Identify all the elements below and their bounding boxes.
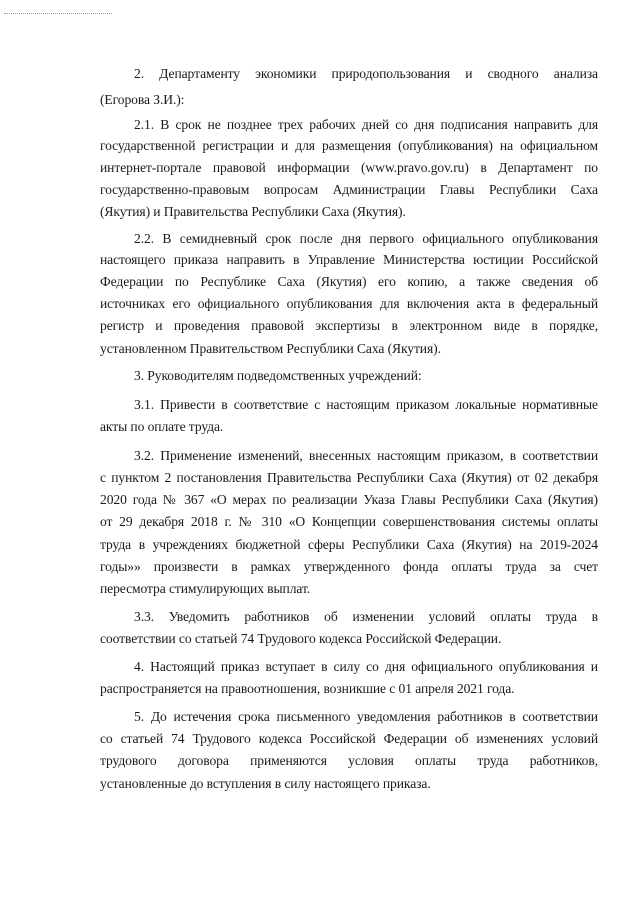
paragraph-2-2-line-4: источниках его официального опубликования для включения акта в федеральный [100,296,598,311]
paragraph-2-1-line-3: интернет-портале правовой информации (www.pravo.gov.ru) в Департамент по [100,160,598,175]
paragraph-2-1-line-5: (Якутия) и Правительства Республики Саха (Якутия). [100,204,406,219]
paragraph-3-2-line-3: 2020 года № 367 «О мерах по реализации Указа Главы Республики Саха (Якутия) [100,492,598,507]
paragraph-2-2-line-3: Федерации по Республике Саха (Якутия) его копию, а также сведения об [100,274,598,289]
paragraph-3-3-line-2: соответствии со статьей 74 Трудового кодекса Российской Федерации. [100,631,502,646]
paragraph-2-2-line-6: установленном Правительством Республики Саха (Якутия). [100,341,441,356]
paragraph-3-2-line-4: от 29 декабря 2018 г. № 310 «О Концепции совершенствования системы оплаты [100,514,598,529]
paragraph-5-line-2: со статьей 74 Трудового кодекса Российской Федерации об изменениях условий [100,731,598,746]
paragraph-2-2-line-2: настоящего приказа направить в Управление Министерства юстиции Российской [100,252,598,267]
paragraph-2-2-line-5: регистр и проведения правовой экспертизы в электронном виде в порядке, [100,318,598,333]
paragraph-2-line-1: 2. Департаменту экономики природопользования и сводного анализа [134,66,598,81]
paragraph-5-line-3: трудового договора применяются условия оплаты труда работников, [100,753,598,768]
paragraph-2-line-2: (Егорова З.И.): [100,92,185,107]
paragraph-2-1-line-1: 2.1. В срок не позднее трех рабочих дней со дня подписания направить для [134,117,598,132]
paragraph-5-line-4: установленные до вступления в силу настоящего приказа. [100,776,431,791]
paragraph-3-2-line-7: пересмотра стимулирующих выплат. [100,581,311,596]
paragraph-3-2-line-5: труда в учреждениях бюджетной сферы Республики Саха (Якутия) на 2019-2024 [100,537,598,552]
paragraph-3-line-1: 3. Руководителям подведомственных учреждений: [134,368,422,383]
paragraph-3-1-line-2: акты по оплате труда. [100,419,224,434]
paragraph-2-1-line-4: государственно-правовым вопросам Администрации Главы Республики Саха [100,182,598,197]
paragraph-3-2-line-6: годы»» произвести в рамках утвержденного фонда оплаты труда за счет [100,559,598,574]
scan-edge-mark [4,13,112,14]
paragraph-4-line-1: 4. Настоящий приказ вступает в силу со дня официального опубликования и [134,659,598,674]
paragraph-4-line-2: распространяется на правоотношения, возникшие с 01 апреля 2021 года. [100,681,515,696]
paragraph-2-1-line-2: государственной регистрации и для размещения (опубликования) на официальном [100,138,598,153]
paragraph-2-2-line-1: 2.2. В семидневный срок после дня первого официального опубликования [134,231,598,246]
paragraph-3-1-line-1: 3.1. Привести в соответствие с настоящим приказом локальные нормативные [134,397,598,412]
paragraph-3-2-line-1: 3.2. Применение изменений, внесенных настоящим приказом, в соответствии [134,448,598,463]
paragraph-3-3-line-1: 3.3. Уведомить работников об изменении условий оплаты труда в [134,609,598,624]
paragraph-5-line-1: 5. До истечения срока письменного уведомления работников в соответствии [134,709,598,724]
paragraph-3-2-line-2: с пунктом 2 постановления Правительства Республики Саха (Якутия) от 02 декабря [100,470,598,485]
